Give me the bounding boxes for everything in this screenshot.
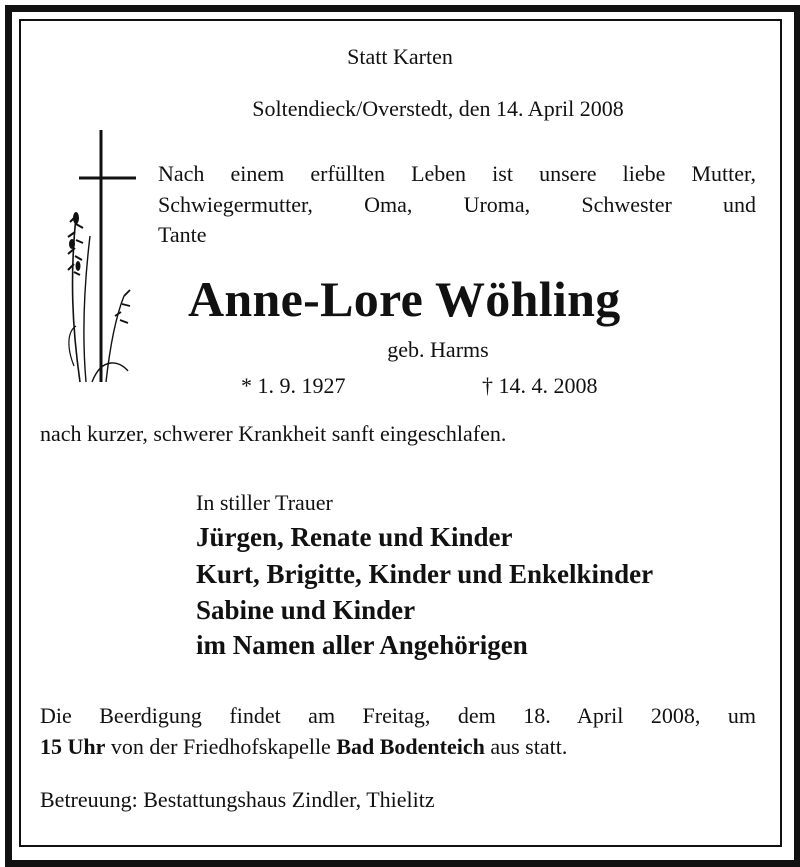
funeral-place: Bad Bodenteich: [336, 734, 485, 759]
mourning-intro: In stiller Trauer: [196, 490, 333, 515]
intro-line-3: Tante: [158, 222, 207, 247]
deceased-name: Anne-Lore Wöhling: [188, 271, 621, 327]
funeral-middle: von der Friedhofskapelle: [105, 734, 337, 759]
mourner-line-3: Sabine und Kinder: [196, 595, 416, 625]
funeral-end: aus statt.: [484, 734, 568, 759]
intro-line-1: Nach einem erfüllten Leben ist unsere liebe Mutter,: [158, 161, 756, 186]
birth-date: * 1. 9. 1927: [241, 373, 346, 398]
funeral-line-1: Die Beerdigung findet am Freitag, dem 18. April 2008, um: [40, 703, 756, 728]
place-date: Soltendieck/Overstedt, den 14. April 2008: [252, 96, 624, 121]
maiden-name: geb. Harms: [387, 337, 489, 362]
mourner-line-2: Kurt, Brigitte, Kinder und Enkelkinder: [196, 559, 654, 589]
passing-text: nach kurzer, schwerer Krankheit sanft eingeschlafen.: [40, 421, 507, 446]
death-date: † 14. 4. 2008: [482, 373, 598, 398]
intro-line-2: Schwiegermutter, Oma, Uroma, Schwester und: [158, 192, 756, 217]
mourner-line-1: Jürgen, Renate und Kinder: [196, 522, 513, 552]
care-text: Betreuung: Bestattungshaus Zindler, Thielitz: [40, 787, 435, 812]
mourner-line-4: im Namen aller Angehörigen: [196, 630, 528, 660]
funeral-line-2: [40, 734, 567, 760]
funeral-time: 15 Uhr: [40, 734, 106, 759]
header-text: Statt Karten: [347, 44, 453, 69]
